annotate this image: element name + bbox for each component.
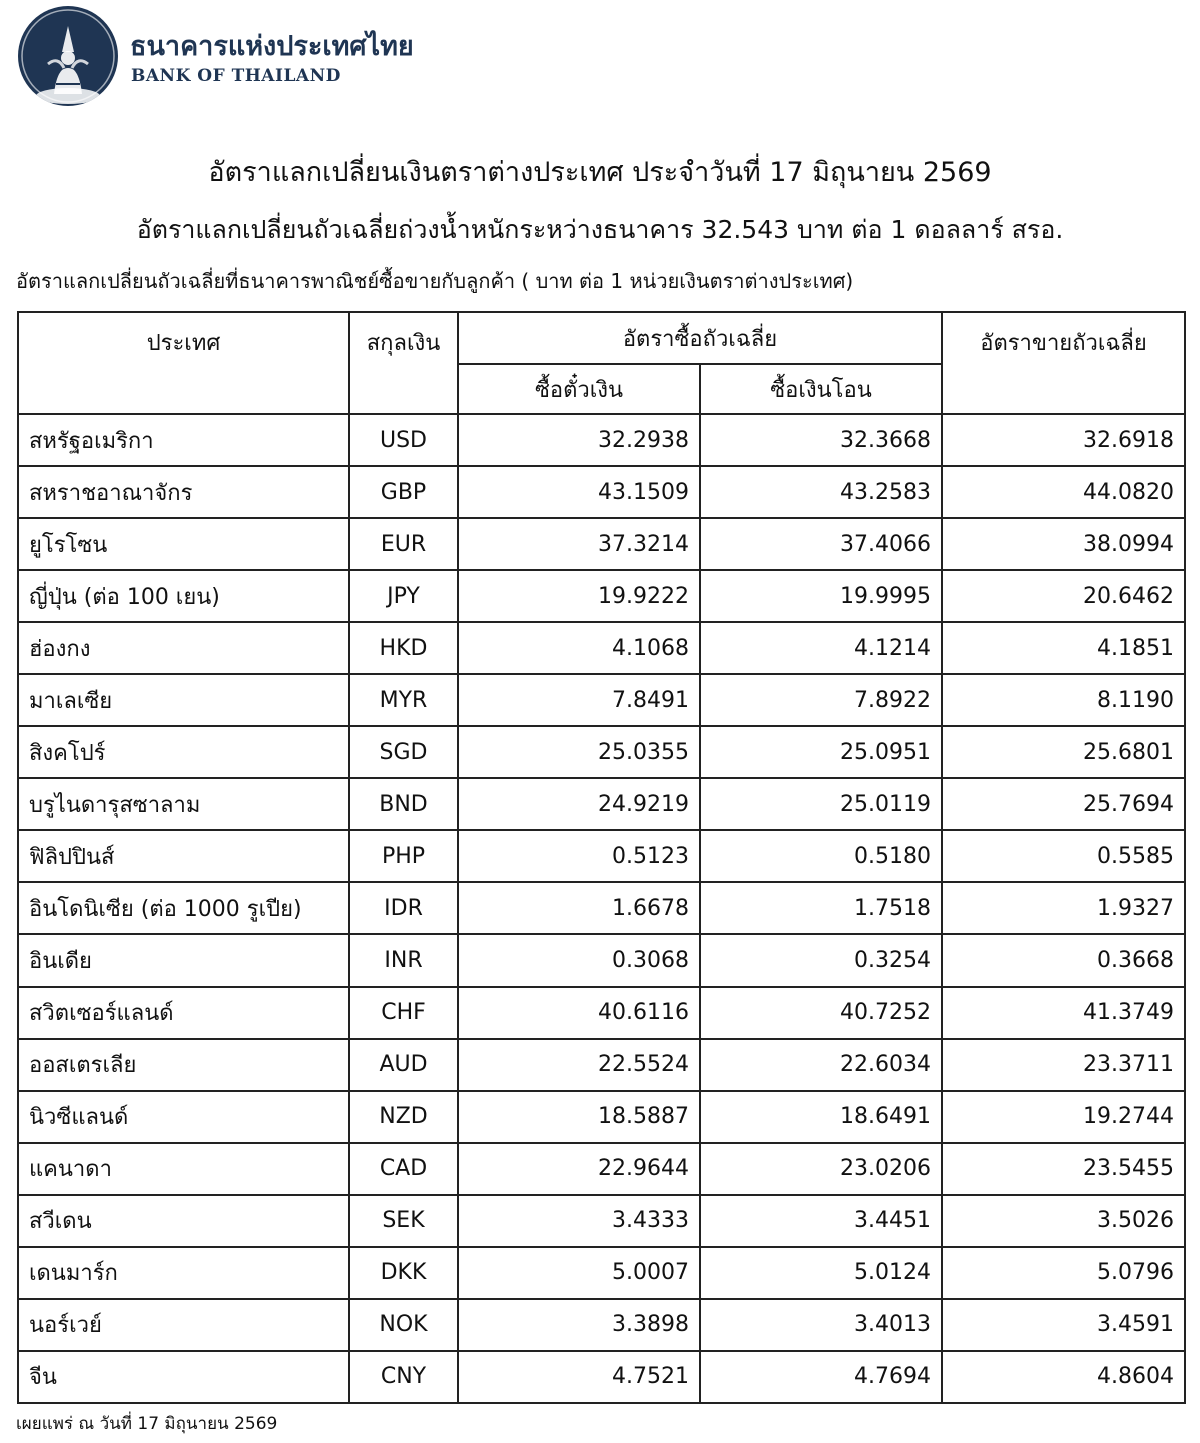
table-row	[18, 882, 1185, 934]
table-body	[18, 414, 1185, 1403]
table-row	[18, 1039, 1185, 1091]
country-cell: มาเลเซีย	[18, 674, 349, 726]
country-cell: นอร์เวย์	[18, 1299, 349, 1351]
buy-notes-cell: 5.0007	[458, 1247, 700, 1299]
sell-cell: 3.5026	[942, 1195, 1185, 1247]
buy-transfer-cell: 7.8922	[700, 674, 942, 726]
country-cell: จีน	[18, 1351, 349, 1403]
buy-notes-cell: 3.4333	[458, 1195, 700, 1247]
buy-transfer-cell: 0.3254	[700, 934, 942, 986]
buy-transfer-cell: 32.3668	[700, 414, 942, 466]
sell-cell: 25.6801	[942, 726, 1185, 778]
table-row	[18, 1299, 1185, 1351]
buy-notes-cell: 0.5123	[458, 830, 700, 882]
country-cell: ฟิลิปปินส์	[18, 830, 349, 882]
sell-cell: 44.0820	[942, 466, 1185, 518]
buy-transfer-cell: 3.4451	[700, 1195, 942, 1247]
column-header-avg-buy: อัตราซื้อถัวเฉลี่ย	[458, 312, 942, 364]
sell-cell: 20.6462	[942, 570, 1185, 622]
country-cell: อินเดีย	[18, 934, 349, 986]
table-row	[18, 1247, 1185, 1299]
country-cell: ญี่ปุ่น (ต่อ 100 เยน)	[18, 570, 349, 622]
sell-cell: 32.6918	[942, 414, 1185, 466]
sell-cell: 38.0994	[942, 518, 1185, 570]
country-cell: สิงคโปร์	[18, 726, 349, 778]
country-cell: เดนมาร์ก	[18, 1247, 349, 1299]
country-cell: สหรัฐอเมริกา	[18, 414, 349, 466]
buy-notes-cell: 3.3898	[458, 1299, 700, 1351]
buy-notes-cell: 7.8491	[458, 674, 700, 726]
sell-cell: 1.9327	[942, 882, 1185, 934]
buy-notes-cell: 25.0355	[458, 726, 700, 778]
currency-code-cell: USD	[349, 414, 458, 466]
table-row	[18, 778, 1185, 830]
buy-notes-cell: 37.3214	[458, 518, 700, 570]
table-row	[18, 1091, 1185, 1143]
column-header-avg-sell: อัตราขายถัวเฉลี่ย	[942, 312, 1185, 414]
table-row	[18, 726, 1185, 778]
country-cell: แคนาดา	[18, 1143, 349, 1195]
column-header-buy-transfer: ซื้อเงินโอน	[700, 364, 942, 414]
currency-code-cell: JPY	[349, 570, 458, 622]
header	[18, 6, 618, 106]
buy-transfer-cell: 22.6034	[700, 1039, 942, 1091]
table-row	[18, 518, 1185, 570]
table-row	[18, 1351, 1185, 1403]
table-row	[18, 1143, 1185, 1195]
buy-transfer-cell: 37.4066	[700, 518, 942, 570]
buy-notes-cell: 32.2938	[458, 414, 700, 466]
currency-code-cell: CHF	[349, 987, 458, 1039]
table-row	[18, 934, 1185, 986]
buy-notes-cell: 40.6116	[458, 987, 700, 1039]
sell-cell: 4.8604	[942, 1351, 1185, 1403]
buy-notes-cell: 43.1509	[458, 466, 700, 518]
column-header-currency: สกุลเงิน	[349, 312, 458, 414]
buy-notes-cell: 0.3068	[458, 934, 700, 986]
country-cell: ฮ่องกง	[18, 622, 349, 674]
bank-of-thailand-seal-icon	[18, 6, 118, 106]
currency-code-cell: SEK	[349, 1195, 458, 1247]
buy-transfer-cell: 23.0206	[700, 1143, 942, 1195]
currency-code-cell: PHP	[349, 830, 458, 882]
table-row	[18, 570, 1185, 622]
buy-notes-cell: 22.5524	[458, 1039, 700, 1091]
buy-transfer-cell: 3.4013	[700, 1299, 942, 1351]
sell-cell: 23.3711	[942, 1039, 1185, 1091]
column-header-country: ประเทศ	[18, 312, 349, 414]
country-cell: สวิตเซอร์แลนด์	[18, 987, 349, 1039]
sell-cell: 8.1190	[942, 674, 1185, 726]
country-cell: ออสเตรเลีย	[18, 1039, 349, 1091]
buy-transfer-cell: 19.9995	[700, 570, 942, 622]
bank-name-english: BANK OF THAILAND	[131, 66, 341, 86]
bank-name-thai: ธนาคารแห่งประเทศไทย	[130, 31, 414, 62]
buy-transfer-cell: 25.0119	[700, 778, 942, 830]
sell-cell: 3.4591	[942, 1299, 1185, 1351]
sell-cell: 25.7694	[942, 778, 1185, 830]
table-row	[18, 674, 1185, 726]
currency-code-cell: EUR	[349, 518, 458, 570]
country-cell: อินโดนิเซีย (ต่อ 1000 รูเปีย)	[18, 882, 349, 934]
currency-code-cell: CAD	[349, 1143, 458, 1195]
table-row	[18, 1195, 1185, 1247]
currency-code-cell: NZD	[349, 1091, 458, 1143]
sell-cell: 23.5455	[942, 1143, 1185, 1195]
buy-transfer-cell: 18.6491	[700, 1091, 942, 1143]
currency-code-cell: IDR	[349, 882, 458, 934]
country-cell: สวีเดน	[18, 1195, 349, 1247]
country-cell: ยูโรโซน	[18, 518, 349, 570]
table-row	[18, 414, 1185, 466]
sell-cell: 19.2744	[942, 1091, 1185, 1143]
country-cell: สหราชอาณาจักร	[18, 466, 349, 518]
buy-notes-cell: 4.1068	[458, 622, 700, 674]
sell-cell: 5.0796	[942, 1247, 1185, 1299]
buy-notes-cell: 1.6678	[458, 882, 700, 934]
sell-cell: 41.3749	[942, 987, 1185, 1039]
buy-transfer-cell: 4.7694	[700, 1351, 942, 1403]
buy-notes-cell: 22.9644	[458, 1143, 700, 1195]
table-row	[18, 830, 1185, 882]
country-cell: นิวซีแลนด์	[18, 1091, 349, 1143]
table-row	[18, 987, 1185, 1039]
column-header-buy-notes: ซื้อตั๋วเงิน	[458, 364, 700, 414]
published-date-footer: เผยแพร่ ณ วันที่ 17 มิถุนายน 2569	[16, 1414, 278, 1434]
currency-code-cell: SGD	[349, 726, 458, 778]
buy-transfer-cell: 0.5180	[700, 830, 942, 882]
sell-cell: 0.3668	[942, 934, 1185, 986]
country-cell: บรูไนดารุสซาลาม	[18, 778, 349, 830]
buy-transfer-cell: 43.2583	[700, 466, 942, 518]
currency-code-cell: DKK	[349, 1247, 458, 1299]
currency-code-cell: NOK	[349, 1299, 458, 1351]
currency-code-cell: INR	[349, 934, 458, 986]
sell-cell: 4.1851	[942, 622, 1185, 674]
currency-code-cell: CNY	[349, 1351, 458, 1403]
currency-code-cell: AUD	[349, 1039, 458, 1091]
buy-notes-cell: 19.9222	[458, 570, 700, 622]
table-row	[18, 622, 1185, 674]
buy-transfer-cell: 4.1214	[700, 622, 942, 674]
sell-cell: 0.5585	[942, 830, 1185, 882]
currency-code-cell: MYR	[349, 674, 458, 726]
buy-transfer-cell: 40.7252	[700, 987, 942, 1039]
exchange-rate-table	[17, 311, 1186, 1404]
buy-notes-cell: 4.7521	[458, 1351, 700, 1403]
currency-code-cell: GBP	[349, 466, 458, 518]
buy-transfer-cell: 1.7518	[700, 882, 942, 934]
page-title: อัตราแลกเปลี่ยนเงินตราต่างประเทศ ประจำวันที่ 17 มิถุนายน 2569	[208, 157, 992, 188]
currency-code-cell: HKD	[349, 622, 458, 674]
table-row	[18, 466, 1185, 518]
interbank-rate-subtitle: อัตราแลกเปลี่ยนถัวเฉลี่ยถ่วงน้ำหนักระหว่างธนาคาร 32.543 บาท ต่อ 1 ดอลลาร์ สรอ.	[136, 215, 1064, 244]
buy-transfer-cell: 25.0951	[700, 726, 942, 778]
buy-notes-cell: 24.9219	[458, 778, 700, 830]
table-caption: อัตราแลกเปลี่ยนถัวเฉลี่ยที่ธนาคารพาณิชย์ซื้อขายกับลูกค้า ( บาท ต่อ 1 หน่วยเงินตราต่างประเทศ)	[16, 269, 854, 293]
currency-code-cell: BND	[349, 778, 458, 830]
buy-transfer-cell: 5.0124	[700, 1247, 942, 1299]
buy-notes-cell: 18.5887	[458, 1091, 700, 1143]
